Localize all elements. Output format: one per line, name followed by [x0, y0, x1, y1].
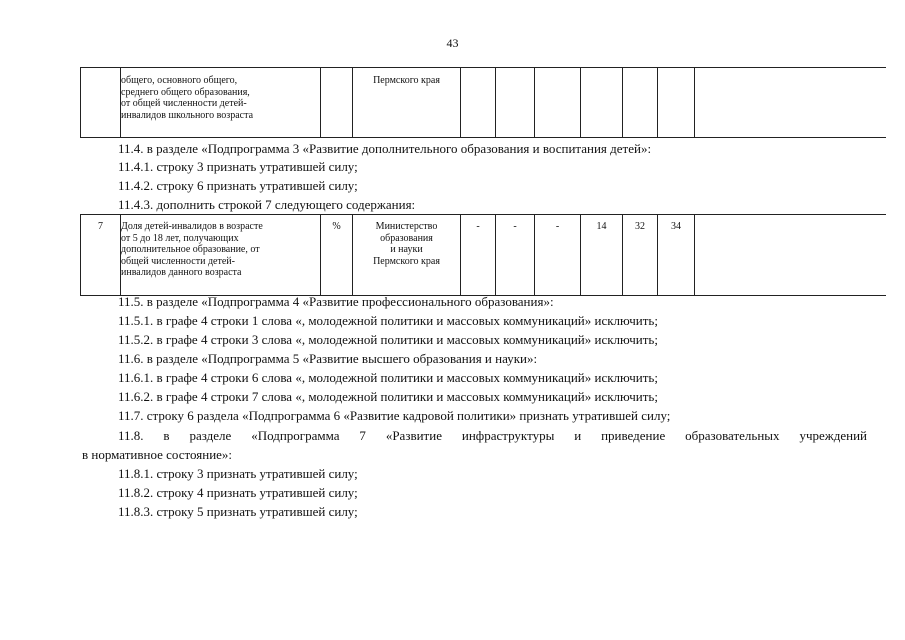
paragraph-11-4-2: 11.4.2. строку 6 признать утратившей силу; — [118, 178, 358, 193]
table-cell — [623, 68, 658, 138]
table-cell — [496, 68, 535, 138]
paragraph-11-8-2: 11.8.2. строку 4 признать утратившей силу; — [118, 485, 358, 500]
paragraph-11-7: 11.7. строку 6 раздела «Подпрограмма 6 «Развитие кадровой политики» признать утратившей силу; — [118, 408, 671, 423]
paragraph-11-8-1: 11.8.1. строку 3 признать утратившей силу; — [118, 466, 358, 481]
table-cell — [321, 68, 353, 138]
paragraph-11-8: 11.8. в разделе «Подпрограмма 7 «Развитие инфраструктуры и приведение образовательных учреждений — [118, 428, 867, 443]
table-cell-indicator: Доля детей-инвалидов в возрасте от 5 до 18 лет, получающих дополнительное образование, от общей численности детей- инвалидов данного возраста — [121, 215, 321, 296]
table-row — [81, 215, 886, 296]
table-cell — [81, 68, 121, 138]
table-cell-value: 14 — [581, 215, 623, 296]
paragraph-11-5-2: 11.5.2. в графе 4 строки 3 слова «, молодежной политики и массовых коммуникаций» исключить; — [118, 332, 658, 347]
paragraph-11-4-3: 11.4.3. дополнить строкой 7 следующего содержания: — [118, 197, 416, 212]
table-cell-unit: % — [321, 215, 353, 296]
table-cell — [535, 68, 581, 138]
table-cell — [658, 68, 695, 138]
table-new-row — [80, 214, 886, 296]
table-cell-responsible: Министерство образования и науки Пермского края — [353, 215, 461, 296]
page-number: 43 — [446, 36, 459, 50]
paragraph-11-8-continuation: в нормативное состояние»: — [82, 447, 233, 462]
paragraph-11-4-1: 11.4.1. строку 3 признать утратившей силу; — [118, 159, 358, 174]
table-cell-number: 7 — [81, 215, 121, 296]
paragraph-11-6-1: 11.6.1. в графе 4 строки 6 слова «, молодежной политики и массовых коммуникаций» исключить; — [118, 370, 658, 385]
table-cell — [695, 68, 886, 138]
table-cell-value: 34 — [658, 215, 695, 296]
paragraph-11-6-2: 11.6.2. в графе 4 строки 7 слова «, молодежной политики и массовых коммуникаций» исключить; — [118, 389, 658, 404]
paragraph-11-8-3: 11.8.3. строку 5 признать утратившей силу; — [118, 504, 358, 519]
table-cell-value: 32 — [623, 215, 658, 296]
table-cell — [695, 215, 886, 296]
table-cell-value: - — [496, 215, 535, 296]
paragraph-11-5: 11.5. в разделе «Подпрограмма 4 «Развитие профессионального образования»: — [118, 294, 554, 309]
table-row — [81, 68, 886, 138]
paragraph-11-4: 11.4. в разделе «Подпрограмма 3 «Развитие дополнительного образования и воспитания детей»: — [118, 141, 652, 156]
paragraph-11-6: 11.6. в разделе «Подпрограмма 5 «Развитие высшего образования и науки»: — [118, 351, 538, 366]
table-cell-value: - — [535, 215, 581, 296]
table-cell-indicator: общего, основного общего, среднего общего образования, от общей численности детей- инвалидов школьного возраста — [121, 68, 321, 138]
paragraph-11-5-1: 11.5.1. в графе 4 строки 1 слова «, молодежной политики и массовых коммуникаций» исключить; — [118, 313, 658, 328]
table-cell-value: - — [461, 215, 496, 296]
table-cell — [461, 68, 496, 138]
table-cell — [581, 68, 623, 138]
table-top-continuation — [80, 67, 886, 138]
table-cell-responsible: Пермского края — [353, 68, 461, 138]
